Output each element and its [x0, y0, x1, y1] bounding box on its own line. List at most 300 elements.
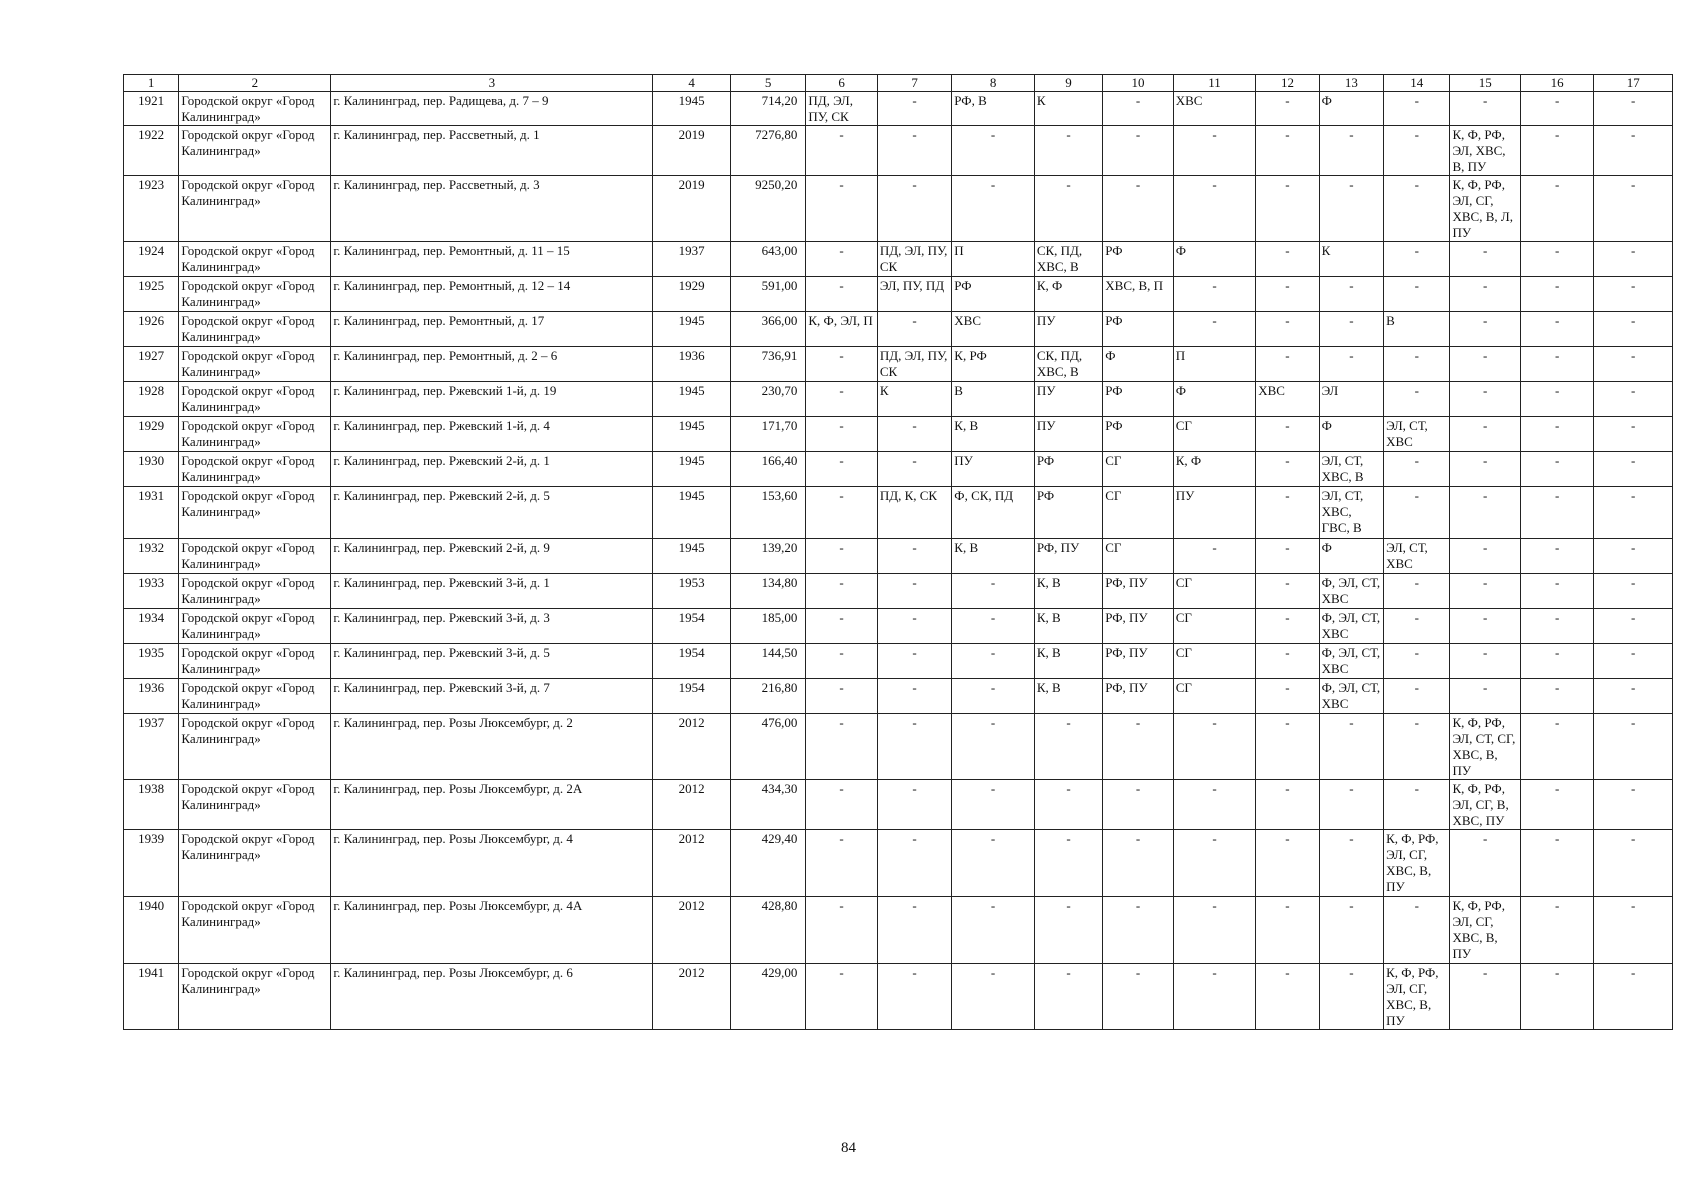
- cell-col-13: ЭЛ, СТ, ХВС, В: [1319, 452, 1383, 487]
- cell-col-10: -: [1103, 714, 1173, 780]
- cell-col-17: -: [1594, 382, 1673, 417]
- cell-col-17: -: [1594, 679, 1673, 714]
- table-row: [124, 242, 1673, 277]
- cell-col-13: -: [1319, 312, 1383, 347]
- cell-col-7: ПД, ЭЛ, ПУ, СК: [877, 242, 951, 277]
- cell-col-5: 434,30: [730, 780, 805, 830]
- cell-col-11: -: [1173, 780, 1256, 830]
- cell-col-3: г. Калининград, пер. Ржевский 2-й, д. 5: [331, 487, 653, 539]
- cell-col-14: -: [1384, 92, 1450, 126]
- cell-col-13: Ф, ЭЛ, СТ, ХВС: [1319, 644, 1383, 679]
- cell-col-5: 144,50: [730, 644, 805, 679]
- cell-col-6: ПД, ЭЛ, ПУ, СК: [806, 92, 877, 126]
- cell-col-16: -: [1520, 679, 1593, 714]
- cell-col-15: -: [1450, 312, 1520, 347]
- cell-col-13: Ф: [1319, 92, 1383, 126]
- cell-col-5: 9250,20: [730, 176, 805, 242]
- cell-col-15: -: [1450, 964, 1520, 1030]
- column-header-7: 7: [877, 75, 951, 92]
- cell-col-14: -: [1384, 714, 1450, 780]
- cell-col-5: 153,60: [730, 487, 805, 539]
- cell-col-16: -: [1520, 126, 1593, 176]
- cell-col-9: РФ, ПУ: [1034, 539, 1102, 574]
- cell-col-9: ПУ: [1034, 417, 1102, 452]
- column-header-8: 8: [952, 75, 1035, 92]
- cell-col-2: Городской округ «Город Калининград»: [179, 679, 331, 714]
- cell-col-5: 166,40: [730, 452, 805, 487]
- cell-col-3: г. Калининград, пер. Розы Люксембург, д. 4: [331, 830, 653, 897]
- cell-col-9: -: [1034, 126, 1102, 176]
- cell-col-1: 1929: [124, 417, 179, 452]
- cell-col-3: г. Калининград, пер. Розы Люксембург, д. 4А: [331, 897, 653, 964]
- cell-col-12: -: [1256, 964, 1319, 1030]
- cell-col-16: -: [1520, 347, 1593, 382]
- cell-col-6: -: [806, 644, 877, 679]
- cell-col-13: -: [1319, 347, 1383, 382]
- cell-col-11: -: [1173, 897, 1256, 964]
- cell-col-8: ХВС: [952, 312, 1035, 347]
- cell-col-4: 1929: [653, 277, 731, 312]
- cell-col-3: г. Калининград, пер. Рассветный, д. 3: [331, 176, 653, 242]
- cell-col-8: К, В: [952, 539, 1035, 574]
- cell-col-1: 1928: [124, 382, 179, 417]
- cell-col-7: -: [877, 539, 951, 574]
- cell-col-3: г. Калининград, пер. Радищева, д. 7 – 9: [331, 92, 653, 126]
- cell-col-16: -: [1520, 964, 1593, 1030]
- cell-col-10: РФ, ПУ: [1103, 644, 1173, 679]
- cell-col-15: -: [1450, 417, 1520, 452]
- cell-col-14: К, Ф, РФ, ЭЛ, СГ, ХВС, В, ПУ: [1384, 964, 1450, 1030]
- cell-col-14: -: [1384, 452, 1450, 487]
- cell-col-5: 171,70: [730, 417, 805, 452]
- cell-col-5: 476,00: [730, 714, 805, 780]
- cell-col-2: Городской округ «Город Калининград»: [179, 382, 331, 417]
- cell-col-8: РФ: [952, 277, 1035, 312]
- cell-col-7: -: [877, 644, 951, 679]
- cell-col-1: 1931: [124, 487, 179, 539]
- cell-col-4: 1937: [653, 242, 731, 277]
- table-row: [124, 452, 1673, 487]
- cell-col-4: 2012: [653, 714, 731, 780]
- cell-col-12: -: [1256, 277, 1319, 312]
- cell-col-14: -: [1384, 487, 1450, 539]
- cell-col-9: -: [1034, 176, 1102, 242]
- cell-col-9: -: [1034, 897, 1102, 964]
- cell-col-11: -: [1173, 312, 1256, 347]
- cell-col-14: -: [1384, 176, 1450, 242]
- cell-col-8: -: [952, 714, 1035, 780]
- cell-col-15: К, Ф, РФ, ЭЛ, СГ, ХВС, В, ПУ: [1450, 897, 1520, 964]
- column-header-15: 15: [1450, 75, 1520, 92]
- cell-col-14: К, Ф, РФ, ЭЛ, СГ, ХВС, В, ПУ: [1384, 830, 1450, 897]
- cell-col-11: -: [1173, 964, 1256, 1030]
- cell-col-12: -: [1256, 417, 1319, 452]
- cell-col-14: -: [1384, 897, 1450, 964]
- cell-col-1: 1937: [124, 714, 179, 780]
- cell-col-13: Ф, ЭЛ, СТ, ХВС: [1319, 574, 1383, 609]
- cell-col-12: -: [1256, 347, 1319, 382]
- cell-col-16: -: [1520, 897, 1593, 964]
- cell-col-5: 714,20: [730, 92, 805, 126]
- cell-col-1: 1940: [124, 897, 179, 964]
- column-header-1: 1: [124, 75, 179, 92]
- cell-col-17: -: [1594, 452, 1673, 487]
- cell-col-2: Городской округ «Город Калининград»: [179, 277, 331, 312]
- cell-col-4: 2012: [653, 780, 731, 830]
- column-header-17: 17: [1594, 75, 1673, 92]
- cell-col-12: -: [1256, 780, 1319, 830]
- cell-col-3: г. Калининград, пер. Ремонтный, д. 11 – 15: [331, 242, 653, 277]
- cell-col-16: -: [1520, 312, 1593, 347]
- cell-col-3: г. Калининград, пер. Ремонтный, д. 12 – 14: [331, 277, 653, 312]
- cell-col-14: ЭЛ, СТ, ХВС: [1384, 417, 1450, 452]
- cell-col-13: -: [1319, 714, 1383, 780]
- cell-col-10: -: [1103, 964, 1173, 1030]
- cell-col-7: -: [877, 679, 951, 714]
- cell-col-7: -: [877, 609, 951, 644]
- cell-col-7: -: [877, 176, 951, 242]
- cell-col-12: -: [1256, 452, 1319, 487]
- cell-col-2: Городской округ «Город Калининград»: [179, 487, 331, 539]
- column-header-11: 11: [1173, 75, 1256, 92]
- cell-col-17: -: [1594, 176, 1673, 242]
- cell-col-2: Городской округ «Город Калининград»: [179, 714, 331, 780]
- cell-col-12: -: [1256, 92, 1319, 126]
- cell-col-8: К, В: [952, 417, 1035, 452]
- table-row: [124, 539, 1673, 574]
- cell-col-3: г. Калининград, пер. Ржевский 3-й, д. 5: [331, 644, 653, 679]
- cell-col-12: -: [1256, 312, 1319, 347]
- cell-col-2: Городской округ «Город Калининград»: [179, 92, 331, 126]
- cell-col-15: -: [1450, 574, 1520, 609]
- cell-col-13: -: [1319, 277, 1383, 312]
- cell-col-13: -: [1319, 176, 1383, 242]
- cell-col-9: К, В: [1034, 574, 1102, 609]
- cell-col-17: -: [1594, 277, 1673, 312]
- cell-col-17: -: [1594, 417, 1673, 452]
- cell-col-2: Городской округ «Город Калининград»: [179, 452, 331, 487]
- cell-col-1: 1938: [124, 780, 179, 830]
- cell-col-2: Городской округ «Город Калининград»: [179, 126, 331, 176]
- cell-col-9: ПУ: [1034, 382, 1102, 417]
- cell-col-10: -: [1103, 92, 1173, 126]
- cell-col-6: -: [806, 609, 877, 644]
- column-header-9: 9: [1034, 75, 1102, 92]
- table-row: [124, 92, 1673, 126]
- cell-col-6: -: [806, 897, 877, 964]
- column-header-2: 2: [179, 75, 331, 92]
- cell-col-10: -: [1103, 897, 1173, 964]
- cell-col-14: ЭЛ, СТ, ХВС: [1384, 539, 1450, 574]
- cell-col-6: -: [806, 539, 877, 574]
- cell-col-7: -: [877, 780, 951, 830]
- table-row: [124, 347, 1673, 382]
- cell-col-5: 643,00: [730, 242, 805, 277]
- cell-col-15: К, Ф, РФ, ЭЛ, СГ, В, ХВС, ПУ: [1450, 780, 1520, 830]
- cell-col-17: -: [1594, 539, 1673, 574]
- cell-col-2: Городской округ «Город Калининград»: [179, 897, 331, 964]
- cell-col-4: 1945: [653, 417, 731, 452]
- table-row: [124, 176, 1673, 242]
- cell-col-8: -: [952, 126, 1035, 176]
- table-row: [124, 382, 1673, 417]
- cell-col-13: -: [1319, 964, 1383, 1030]
- table-row: [124, 897, 1673, 964]
- cell-col-8: РФ, В: [952, 92, 1035, 126]
- table-body: [124, 92, 1673, 1030]
- cell-col-6: -: [806, 574, 877, 609]
- table-row: [124, 277, 1673, 312]
- column-header-12: 12: [1256, 75, 1319, 92]
- cell-col-16: -: [1520, 574, 1593, 609]
- cell-col-6: -: [806, 830, 877, 897]
- cell-col-6: -: [806, 679, 877, 714]
- column-header-6: 6: [806, 75, 877, 92]
- column-header-10: 10: [1103, 75, 1173, 92]
- cell-col-7: -: [877, 452, 951, 487]
- cell-col-6: -: [806, 176, 877, 242]
- cell-col-9: К, В: [1034, 609, 1102, 644]
- cell-col-16: -: [1520, 176, 1593, 242]
- cell-col-15: К, Ф, РФ, ЭЛ, СТ, СГ, ХВС, В, ПУ: [1450, 714, 1520, 780]
- cell-col-8: ПУ: [952, 452, 1035, 487]
- cell-col-17: -: [1594, 644, 1673, 679]
- cell-col-7: ЭЛ, ПУ, ПД: [877, 277, 951, 312]
- cell-col-2: Городской округ «Город Калининград»: [179, 964, 331, 1030]
- cell-col-10: РФ, ПУ: [1103, 679, 1173, 714]
- cell-col-17: -: [1594, 347, 1673, 382]
- cell-col-15: -: [1450, 347, 1520, 382]
- cell-col-8: -: [952, 609, 1035, 644]
- cell-col-17: -: [1594, 242, 1673, 277]
- cell-col-4: 1945: [653, 487, 731, 539]
- cell-col-8: -: [952, 574, 1035, 609]
- cell-col-9: К: [1034, 92, 1102, 126]
- cell-col-10: -: [1103, 830, 1173, 897]
- cell-col-3: г. Калининград, пер. Ремонтный, д. 17: [331, 312, 653, 347]
- cell-col-5: 428,80: [730, 897, 805, 964]
- cell-col-11: СГ: [1173, 417, 1256, 452]
- cell-col-9: К, Ф: [1034, 277, 1102, 312]
- cell-col-2: Городской округ «Город Калининград»: [179, 417, 331, 452]
- header-row: [124, 75, 1673, 92]
- cell-col-7: -: [877, 417, 951, 452]
- cell-col-15: -: [1450, 452, 1520, 487]
- cell-col-1: 1922: [124, 126, 179, 176]
- cell-col-2: Городской округ «Город Калининград»: [179, 780, 331, 830]
- table-row: [124, 487, 1673, 539]
- cell-col-10: СГ: [1103, 539, 1173, 574]
- cell-col-17: -: [1594, 312, 1673, 347]
- cell-col-3: г. Калининград, пер. Розы Люксембург, д. 6: [331, 964, 653, 1030]
- cell-col-13: -: [1319, 126, 1383, 176]
- cell-col-12: -: [1256, 574, 1319, 609]
- cell-col-16: -: [1520, 452, 1593, 487]
- cell-col-9: К, В: [1034, 644, 1102, 679]
- cell-col-6: К, Ф, ЭЛ, П: [806, 312, 877, 347]
- column-header-3: 3: [331, 75, 653, 92]
- cell-col-9: -: [1034, 964, 1102, 1030]
- cell-col-14: -: [1384, 277, 1450, 312]
- cell-col-7: -: [877, 830, 951, 897]
- cell-col-4: 2012: [653, 897, 731, 964]
- cell-col-2: Городской округ «Город Калининград»: [179, 609, 331, 644]
- cell-col-3: г. Калининград, пер. Ремонтный, д. 2 – 6: [331, 347, 653, 382]
- cell-col-9: -: [1034, 714, 1102, 780]
- cell-col-5: 139,20: [730, 539, 805, 574]
- cell-col-4: 1954: [653, 609, 731, 644]
- cell-col-11: П: [1173, 347, 1256, 382]
- table-row: [124, 126, 1673, 176]
- cell-col-12: -: [1256, 242, 1319, 277]
- cell-col-1: 1939: [124, 830, 179, 897]
- cell-col-8: -: [952, 679, 1035, 714]
- cell-col-16: -: [1520, 780, 1593, 830]
- cell-col-10: РФ: [1103, 312, 1173, 347]
- cell-col-10: РФ: [1103, 242, 1173, 277]
- cell-col-7: -: [877, 714, 951, 780]
- cell-col-17: -: [1594, 897, 1673, 964]
- cell-col-3: г. Калининград, пер. Ржевский 2-й, д. 9: [331, 539, 653, 574]
- cell-col-1: 1932: [124, 539, 179, 574]
- cell-col-6: -: [806, 242, 877, 277]
- cell-col-4: 2019: [653, 126, 731, 176]
- cell-col-17: -: [1594, 92, 1673, 126]
- cell-col-14: -: [1384, 242, 1450, 277]
- cell-col-9: -: [1034, 780, 1102, 830]
- cell-col-13: Ф, ЭЛ, СТ, ХВС: [1319, 609, 1383, 644]
- cell-col-2: Городской округ «Город Калининград»: [179, 176, 331, 242]
- cell-col-15: -: [1450, 487, 1520, 539]
- cell-col-6: -: [806, 126, 877, 176]
- cell-col-12: -: [1256, 176, 1319, 242]
- cell-col-2: Городской округ «Город Калининград»: [179, 644, 331, 679]
- cell-col-17: -: [1594, 714, 1673, 780]
- cell-col-14: -: [1384, 609, 1450, 644]
- cell-col-11: -: [1173, 277, 1256, 312]
- cell-col-6: -: [806, 277, 877, 312]
- cell-col-6: -: [806, 382, 877, 417]
- cell-col-17: -: [1594, 964, 1673, 1030]
- registry-table: [123, 74, 1673, 1030]
- cell-col-8: В: [952, 382, 1035, 417]
- cell-col-15: -: [1450, 277, 1520, 312]
- cell-col-17: -: [1594, 574, 1673, 609]
- table-row: [124, 609, 1673, 644]
- cell-col-7: -: [877, 92, 951, 126]
- table-row: [124, 964, 1673, 1030]
- cell-col-6: -: [806, 780, 877, 830]
- cell-col-11: Ф: [1173, 382, 1256, 417]
- cell-col-1: 1936: [124, 679, 179, 714]
- cell-col-1: 1926: [124, 312, 179, 347]
- cell-col-7: ПД, К, СК: [877, 487, 951, 539]
- table-row: [124, 830, 1673, 897]
- cell-col-12: -: [1256, 897, 1319, 964]
- cell-col-16: -: [1520, 487, 1593, 539]
- cell-col-14: -: [1384, 126, 1450, 176]
- cell-col-6: -: [806, 347, 877, 382]
- cell-col-16: -: [1520, 609, 1593, 644]
- cell-col-14: -: [1384, 679, 1450, 714]
- cell-col-9: К, В: [1034, 679, 1102, 714]
- cell-col-3: г. Калининград, пер. Ржевский 1-й, д. 19: [331, 382, 653, 417]
- cell-col-7: -: [877, 897, 951, 964]
- cell-col-11: Ф: [1173, 242, 1256, 277]
- cell-col-14: В: [1384, 312, 1450, 347]
- cell-col-5: 736,91: [730, 347, 805, 382]
- cell-col-8: -: [952, 897, 1035, 964]
- cell-col-7: ПД, ЭЛ, ПУ, СК: [877, 347, 951, 382]
- cell-col-1: 1935: [124, 644, 179, 679]
- cell-col-17: -: [1594, 126, 1673, 176]
- cell-col-6: -: [806, 417, 877, 452]
- cell-col-13: -: [1319, 830, 1383, 897]
- table-row: [124, 780, 1673, 830]
- column-header-14: 14: [1384, 75, 1450, 92]
- cell-col-6: -: [806, 487, 877, 539]
- cell-col-13: ЭЛ, СТ, ХВС, ГВС, В: [1319, 487, 1383, 539]
- cell-col-11: -: [1173, 539, 1256, 574]
- cell-col-13: Ф, ЭЛ, СТ, ХВС: [1319, 679, 1383, 714]
- cell-col-10: -: [1103, 176, 1173, 242]
- column-header-5: 5: [730, 75, 805, 92]
- column-header-4: 4: [653, 75, 731, 92]
- cell-col-5: 429,00: [730, 964, 805, 1030]
- cell-col-7: К: [877, 382, 951, 417]
- cell-col-5: 216,80: [730, 679, 805, 714]
- cell-col-2: Городской округ «Город Калининград»: [179, 242, 331, 277]
- cell-col-2: Городской округ «Город Калининград»: [179, 312, 331, 347]
- cell-col-6: -: [806, 964, 877, 1030]
- cell-col-14: -: [1384, 382, 1450, 417]
- cell-col-16: -: [1520, 539, 1593, 574]
- cell-col-12: -: [1256, 830, 1319, 897]
- cell-col-1: 1927: [124, 347, 179, 382]
- cell-col-9: ПУ: [1034, 312, 1102, 347]
- cell-col-5: 591,00: [730, 277, 805, 312]
- cell-col-4: 1936: [653, 347, 731, 382]
- cell-col-11: К, Ф: [1173, 452, 1256, 487]
- cell-col-12: -: [1256, 487, 1319, 539]
- cell-col-13: К: [1319, 242, 1383, 277]
- cell-col-4: 1945: [653, 312, 731, 347]
- cell-col-11: СГ: [1173, 609, 1256, 644]
- page-number: 84: [841, 1140, 856, 1156]
- cell-col-7: -: [877, 964, 951, 1030]
- cell-col-15: К, Ф, РФ, ЭЛ, СГ, ХВС, В, Л, ПУ: [1450, 176, 1520, 242]
- cell-col-13: Ф: [1319, 417, 1383, 452]
- cell-col-5: 429,40: [730, 830, 805, 897]
- cell-col-11: -: [1173, 830, 1256, 897]
- cell-col-9: РФ: [1034, 452, 1102, 487]
- cell-col-9: РФ: [1034, 487, 1102, 539]
- cell-col-9: СК, ПД, ХВС, В: [1034, 347, 1102, 382]
- cell-col-5: 134,80: [730, 574, 805, 609]
- cell-col-13: Ф: [1319, 539, 1383, 574]
- cell-col-15: -: [1450, 382, 1520, 417]
- cell-col-10: -: [1103, 126, 1173, 176]
- cell-col-3: г. Калининград, пер. Розы Люксембург, д. 2: [331, 714, 653, 780]
- cell-col-8: -: [952, 780, 1035, 830]
- cell-col-4: 2019: [653, 176, 731, 242]
- cell-col-5: 7276,80: [730, 126, 805, 176]
- cell-col-1: 1921: [124, 92, 179, 126]
- cell-col-16: -: [1520, 382, 1593, 417]
- cell-col-8: К, РФ: [952, 347, 1035, 382]
- cell-col-9: СК, ПД, ХВС, В: [1034, 242, 1102, 277]
- cell-col-14: -: [1384, 347, 1450, 382]
